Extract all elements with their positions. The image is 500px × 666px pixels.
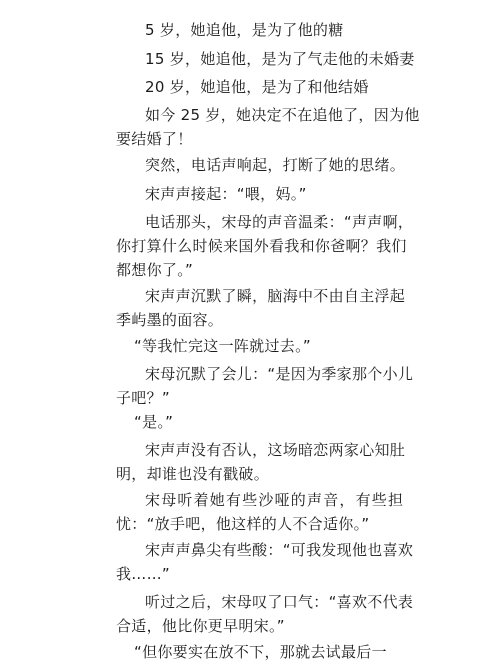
text-line: 忧：“放手吧，他这样的人不合适你。” bbox=[116, 515, 370, 533]
text-line: 宋声声没有否认，这场暗恋两家心知肚 bbox=[145, 441, 406, 459]
text-line: “等我忙完这一阵就过去。” bbox=[134, 337, 311, 355]
paragraph-16 bbox=[116, 640, 388, 664]
text-line: 宋母听着她有些沙哑的声音，有些担 bbox=[145, 491, 405, 509]
text-line: 如今 25 岁，她决定不在追他了，因为他 bbox=[145, 106, 420, 124]
text-line: 20 岁，她追他，是为了和他结婚 bbox=[145, 78, 369, 96]
paragraph-13 bbox=[116, 488, 405, 536]
paragraph-5 bbox=[116, 153, 406, 177]
paragraph-3 bbox=[116, 75, 388, 99]
paragraph-14 bbox=[116, 538, 414, 586]
paragraph-8 bbox=[116, 284, 406, 332]
text-line: 15 岁，她追他，是为了气走他的未婚妻 bbox=[145, 50, 415, 68]
text-line: 听过之后，宋母叹了口气：“喜欢不代表 bbox=[145, 593, 414, 611]
text-line: 宋声声沉默了瞬，脑海中不由自主浮起 bbox=[145, 287, 406, 305]
paragraph-12 bbox=[116, 438, 406, 486]
text-line: 合适，他比你更早明宋。” bbox=[116, 617, 285, 635]
paragraph-9 bbox=[116, 334, 388, 358]
text-line: 我……” bbox=[116, 565, 170, 583]
text-line: 季屿墨的面容。 bbox=[116, 311, 224, 329]
text-line: “是。” bbox=[134, 413, 174, 431]
text-line: 要结婚了！ bbox=[116, 130, 193, 148]
text-line: 电话那头，宋母的声音温柔：“声声啊， bbox=[145, 213, 414, 231]
text-line: 你打算什么时候来国外看我和你爸啊？我们 bbox=[116, 237, 407, 255]
paragraph-11 bbox=[116, 410, 388, 434]
paragraph-2 bbox=[116, 47, 415, 71]
text-line: “但你要实在放不下，那就去试最后一 bbox=[134, 643, 387, 661]
text-line: 明，却谁也没有戳破。 bbox=[116, 465, 270, 483]
text-line: 都想你了。” bbox=[116, 261, 194, 279]
paragraph-10 bbox=[116, 362, 414, 410]
paragraph-15 bbox=[116, 590, 414, 638]
text-line: 突然，电话声响起，打断了她的思绪。 bbox=[145, 156, 406, 174]
paragraph-1 bbox=[116, 18, 388, 42]
text-line: 5 岁，她追他，是为了他的糖 bbox=[145, 21, 344, 39]
text-line: 宋声声鼻尖有些酸：“可我发现他也喜欢 bbox=[145, 541, 414, 559]
text-line: 子吧？” bbox=[116, 389, 170, 407]
text-line: 宋声声接起：“喂，妈。” bbox=[145, 185, 307, 203]
paragraph-7 bbox=[116, 210, 414, 282]
paragraph-4 bbox=[116, 103, 420, 151]
text-line: 宋母沉默了会儿：“是因为季家那个小儿 bbox=[145, 365, 414, 383]
paragraph-6 bbox=[116, 182, 388, 206]
